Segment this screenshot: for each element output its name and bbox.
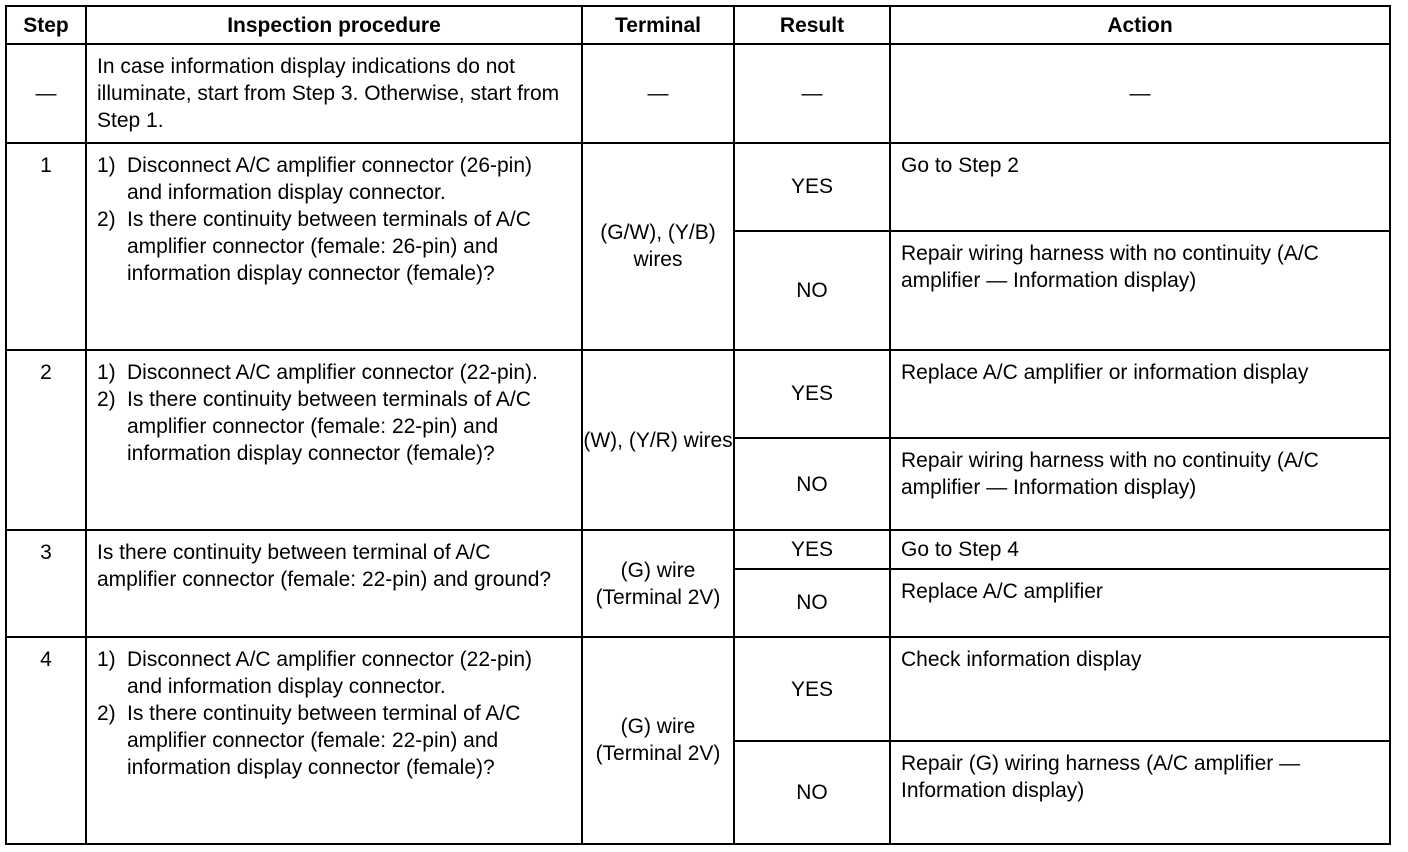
- intro-result: —: [734, 44, 890, 142]
- procedure-item: [97, 206, 571, 287]
- procedure-cell: [86, 350, 582, 531]
- procedure-text: Is there continuity between terminals of A/C amplifier connector (female: 22-pin) and information display connector (female)?: [127, 387, 531, 465]
- list-number: 1): [97, 153, 116, 177]
- procedure-text: Is there continuity between terminals of A/C amplifier connector (female: 26-pin) and information display connector (female)?: [127, 207, 531, 285]
- procedure-item: [97, 152, 571, 206]
- table-row: [6, 143, 1390, 231]
- action-cell: Replace A/C amplifier or information display: [890, 350, 1390, 438]
- action-cell: Check information display: [890, 637, 1390, 741]
- step-number: 4: [6, 637, 86, 844]
- procedure-cell: [86, 143, 582, 350]
- action-cell: Repair wiring harness with no continuity (A/C amplifier — Information display): [890, 231, 1390, 350]
- list-number: 2): [97, 387, 116, 411]
- action-cell: Repair wiring harness with no continuity (A/C amplifier — Information display): [890, 438, 1390, 530]
- header-step: Step: [6, 6, 86, 44]
- procedure-item: [97, 359, 571, 386]
- action-cell: Repair (G) wiring harness (A/C amplifier — Information display): [890, 741, 1390, 844]
- table-row: [6, 637, 1390, 741]
- result-no: NO: [734, 438, 890, 530]
- procedure-item: [97, 386, 571, 467]
- procedure-cell: [86, 637, 582, 844]
- result-no: NO: [734, 741, 890, 844]
- table-row: [6, 350, 1390, 438]
- header-procedure: Inspection procedure: [86, 6, 582, 44]
- list-number: 2): [97, 701, 116, 725]
- procedure-list: [97, 359, 571, 467]
- procedure-list: [97, 646, 571, 781]
- action-cell: Replace A/C amplifier: [890, 569, 1390, 637]
- procedure-list: [97, 152, 571, 287]
- result-no: NO: [734, 231, 890, 350]
- action-cell: Go to Step 2: [890, 143, 1390, 231]
- procedure-text: Disconnect A/C amplifier connector (22-pin).: [127, 360, 538, 384]
- terminal-cell: (G) wire (Terminal 2V): [582, 637, 734, 844]
- header-row: [6, 6, 1390, 44]
- result-yes: YES: [734, 530, 890, 568]
- step-number: 3: [6, 530, 86, 636]
- terminal-cell: (G/W), (Y/B) wires: [582, 143, 734, 350]
- inspection-table: [5, 5, 1391, 845]
- intro-procedure: In case information display indications do not illuminate, start from Step 3. Otherwise, start from Step 1.: [86, 44, 582, 142]
- header-action: Action: [890, 6, 1390, 44]
- list-number: 2): [97, 207, 116, 231]
- header-result: Result: [734, 6, 890, 44]
- result-no: NO: [734, 569, 890, 637]
- header-terminal: Terminal: [582, 6, 734, 44]
- intro-step: —: [6, 44, 86, 142]
- intro-terminal: —: [582, 44, 734, 142]
- procedure-text: Disconnect A/C amplifier connector (22-pin) and information display connector.: [127, 647, 533, 698]
- result-yes: YES: [734, 143, 890, 231]
- intro-action: —: [890, 44, 1390, 142]
- step-number: 2: [6, 350, 86, 531]
- step-number: 1: [6, 143, 86, 350]
- action-cell: Go to Step 4: [890, 530, 1390, 568]
- list-number: 1): [97, 360, 116, 384]
- procedure-text: Is there continuity between terminal of A/C amplifier connector (female: 22-pin) and information display connector (female)?: [127, 701, 521, 779]
- terminal-cell: (W), (Y/R) wires: [582, 350, 734, 531]
- intro-row: [6, 44, 1390, 142]
- table-row: [6, 530, 1390, 568]
- procedure-item: [97, 646, 571, 700]
- list-number: 1): [97, 647, 116, 671]
- result-yes: YES: [734, 350, 890, 438]
- result-yes: YES: [734, 637, 890, 741]
- terminal-cell: (G) wire (Terminal 2V): [582, 530, 734, 636]
- procedure-text: Disconnect A/C amplifier connector (26-pin) and information display connector.: [127, 153, 533, 204]
- procedure-cell: Is there continuity between terminal of A/C amplifier connector (female: 22-pin) and ground?: [86, 530, 582, 636]
- procedure-item: [97, 700, 571, 781]
